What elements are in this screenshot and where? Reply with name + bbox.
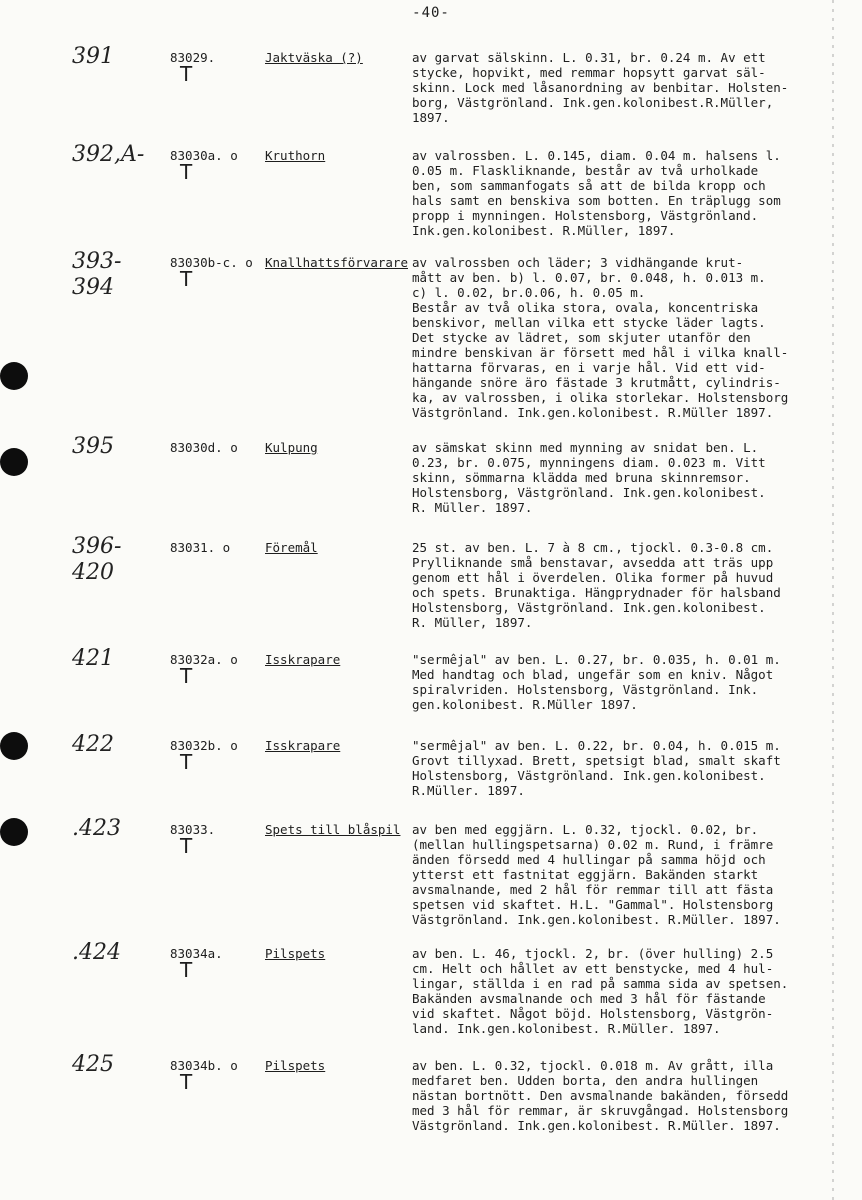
description-line: 1897. xyxy=(412,110,450,125)
description-line: lingar, ställda i en rad på samma sida av spetsen. xyxy=(412,976,789,991)
description-line: stycke, hopvikt, med remmar hopsytt garvat säl- xyxy=(412,65,766,80)
handwritten-mark: T xyxy=(180,664,193,688)
description-line: "sermêjal" av ben. L. 0.22, br. 0.04, h. 0.015 m. xyxy=(412,738,781,753)
description-line: skinn, sömmarna klädda med bruna skinnremsor. xyxy=(412,470,751,485)
description-line: 0.05 m. Flaskliknande, består av två urholkade xyxy=(412,163,759,178)
catalog-number: 83031. o xyxy=(170,540,231,555)
description-line: spiralvriden. Holstensborg, Västgrönland. Ink. xyxy=(412,682,759,697)
catalog-number: 83033. xyxy=(170,822,216,837)
catalog-number: 83034a. xyxy=(170,946,223,961)
description-line: Prylliknande små benstavar, avsedda att träs upp xyxy=(412,555,774,570)
description-line: Holstensborg, Västgrönland. Ink.gen.kolonibest. xyxy=(412,600,766,615)
catalog-number: 83030b-c. o xyxy=(170,255,253,270)
object-name-text: Pilspets xyxy=(265,946,326,961)
catalog-number: 83032a. o xyxy=(170,652,238,667)
handwritten-mark: T xyxy=(180,750,193,774)
description-line: hals samt en benskiva som botten. En träplugg som xyxy=(412,193,781,208)
catalog-number: 83034b. o xyxy=(170,1058,238,1073)
description-line: hängande snöre äro fästade 3 krutmått, cylindris- xyxy=(412,375,781,390)
description-line: Det stycke av lädret, som skjuter utanför den xyxy=(412,330,751,345)
description-line: av sämskat skinn med mynning av snidat ben. L. xyxy=(412,440,759,455)
object-name-text: Isskrapare xyxy=(265,652,341,667)
object-description xyxy=(412,652,852,712)
catalog-number: 83029. xyxy=(170,50,216,65)
catalog-number: 83032b. o xyxy=(170,738,238,753)
description-line: R.Müller. 1897. xyxy=(412,783,525,798)
description-line: Med handtag och blad, ungefär som en kniv. Något xyxy=(412,667,774,682)
description-line: Bakänden avsmalnande och med 3 hål för fästande xyxy=(412,991,766,1006)
description-line: medfaret ben. Udden borta, den andra hullingen xyxy=(412,1073,759,1088)
entry-number: 422 xyxy=(72,732,114,757)
catalog-number: 83030a. o xyxy=(170,148,238,163)
description-line: avsmalnande, med 2 hål för remmar till att fästa xyxy=(412,882,774,897)
description-line: av ben med eggjärn. L. 0.32, tjockl. 0.02, br. xyxy=(412,822,759,837)
object-name xyxy=(265,440,318,455)
object-description xyxy=(412,822,852,927)
object-description xyxy=(412,540,852,630)
description-line: skinn. Lock med låsanordning av benbitar. Holsten- xyxy=(412,80,789,95)
object-name-text: Pilspets xyxy=(265,1058,326,1073)
description-line: spetsen vid skaftet. H.L. "Gammal". Holstensborg xyxy=(412,897,774,912)
description-line: c) l. 0.02, br.0.06, h. 0.05 m. xyxy=(412,285,646,300)
object-name xyxy=(265,50,363,65)
description-line: Grovt tillyxad. Brett, spetsigt blad, smalt skaft xyxy=(412,753,781,768)
object-name-text: Knallhattsförvarare xyxy=(265,255,408,270)
description-line: cm. Helt och hållet av ett benstycke, med 4 hul- xyxy=(412,961,774,976)
page-number: -40- xyxy=(412,5,450,21)
entry-number: 393- 394 xyxy=(72,249,122,300)
description-line: Ink.gen.kolonibest. R.Müller, 1897. xyxy=(412,223,676,238)
description-line: 0.23, br. 0.075, mynningens diam. 0.023 m. Vitt xyxy=(412,455,766,470)
description-line: av ben. L. 0.32, tjockl. 0.018 m. Av grått, illa xyxy=(412,1058,774,1073)
entry-number: 421 xyxy=(72,646,114,671)
object-description xyxy=(412,440,852,515)
description-line: gen.kolonibest. R.Müller 1897. xyxy=(412,697,638,712)
object-description xyxy=(412,50,852,125)
entry-number: 392,A- xyxy=(72,142,145,167)
description-line: av garvat sälskinn. L. 0.31, br. 0.24 m. Av ett xyxy=(412,50,766,65)
description-line: och spets. Brunaktiga. Hängprydnader för halsband xyxy=(412,585,781,600)
punch-hole xyxy=(0,448,28,476)
handwritten-mark: T xyxy=(180,834,193,858)
entry-number: 396- 420 xyxy=(72,534,122,585)
object-name xyxy=(265,1058,325,1073)
description-line: vid skaftet. Något böjd. Holstensborg, Västgrön- xyxy=(412,1006,774,1021)
description-line: genom ett hål i överdelen. Olika former på huvud xyxy=(412,570,774,585)
handwritten-mark: T xyxy=(180,1070,193,1094)
catalog-number: 83030d. o xyxy=(170,440,238,455)
description-line: av valrossben. L. 0.145, diam. 0.04 m. halsens l. xyxy=(412,148,781,163)
description-line: mått av ben. b) l. 0.07, br. 0.048, h. 0.013 m. xyxy=(412,270,766,285)
object-name-text: Spets till blåspil xyxy=(265,822,401,837)
description-line: av ben. L. 46, tjockl. 2, br. (över hulling) 2.5 xyxy=(412,946,774,961)
entry-number: 391 xyxy=(72,44,114,69)
description-line: R. Müller, 1897. xyxy=(412,615,533,630)
object-name xyxy=(265,255,408,270)
object-name xyxy=(265,738,340,753)
object-name xyxy=(265,822,400,837)
description-line: borg, Västgrönland. Ink.gen.kolonibest.R.Müller, xyxy=(412,95,774,110)
description-line: nästan bortnött. Den avsmalnande bakänden, försedd xyxy=(412,1088,789,1103)
description-line: Holstensborg, Västgrönland. Ink.gen.kolonibest. xyxy=(412,768,766,783)
description-line: propp i mynningen. Holstensborg, Västgrönland. xyxy=(412,208,759,223)
object-name-text: Föremål xyxy=(265,540,318,555)
object-description xyxy=(412,738,852,798)
entry-number: 395 xyxy=(72,434,114,459)
description-line: benskivor, mellan vilka ett stycke läder lagts. xyxy=(412,315,766,330)
handwritten-mark: T xyxy=(180,160,193,184)
object-description xyxy=(412,148,852,238)
punch-hole xyxy=(0,732,28,760)
description-line: med 3 hål för remmar, är skruvgångad. Holstensborg xyxy=(412,1103,789,1118)
description-line: "sermêjal" av ben. L. 0.27, br. 0.035, h. 0.01 m. xyxy=(412,652,781,667)
object-name xyxy=(265,652,340,667)
entry-number: .423 xyxy=(72,816,121,841)
object-name xyxy=(265,946,325,961)
description-line: land. Ink.gen.kolonibest. R.Müller. 1897. xyxy=(412,1021,721,1036)
description-line: ben, som sammanfogats så att de bilda kropp och xyxy=(412,178,766,193)
description-line: ka, av valrossben, i olika storlekar. Holstensborg xyxy=(412,390,789,405)
description-line: (mellan hullingspetsarna) 0.02 m. Rund, i främre xyxy=(412,837,774,852)
description-line: Västgrönland. Ink.gen.kolonibest. R.Müller 1897. xyxy=(412,405,774,420)
description-line: änden försedd med 4 hullingar på samma höjd och xyxy=(412,852,766,867)
description-line: ytterst ett fastnitat eggjärn. Bakänden starkt xyxy=(412,867,759,882)
punch-hole xyxy=(0,818,28,846)
object-name xyxy=(265,148,325,163)
object-name xyxy=(265,540,318,555)
entry-number: 425 xyxy=(72,1052,114,1077)
entry-number: .424 xyxy=(72,940,121,965)
object-name-text: Kulpung xyxy=(265,440,318,455)
object-description xyxy=(412,255,852,420)
handwritten-mark: T xyxy=(180,267,193,291)
description-line: Holstensborg, Västgrönland. Ink.gen.kolonibest. xyxy=(412,485,766,500)
punch-hole xyxy=(0,362,28,390)
object-description xyxy=(412,946,852,1036)
description-line: Västgrönland. Ink.gen.kolonibest. R.Müller. 1897. xyxy=(412,912,781,927)
object-name-text: Kruthorn xyxy=(265,148,326,163)
object-name-text: Isskrapare xyxy=(265,738,341,753)
description-line: 25 st. av ben. L. 7 à 8 cm., tjockl. 0.3-0.8 cm. xyxy=(412,540,774,555)
description-line: Består av två olika stora, ovala, koncentriska xyxy=(412,300,759,315)
handwritten-mark: T xyxy=(180,958,193,982)
description-line: av valrossben och läder; 3 vidhängande krut- xyxy=(412,255,744,270)
handwritten-mark: T xyxy=(180,62,193,86)
object-description xyxy=(412,1058,852,1133)
description-line: R. Müller. 1897. xyxy=(412,500,533,515)
object-name-text: Jaktväska (?) xyxy=(265,50,363,65)
description-line: hattarna förvaras, en i varje hål. Vid ett vid- xyxy=(412,360,766,375)
description-line: mindre benskivan är försett med hål i vilka knall- xyxy=(412,345,789,360)
description-line: Västgrönland. Ink.gen.kolonibest. R.Müller. 1897. xyxy=(412,1118,781,1133)
